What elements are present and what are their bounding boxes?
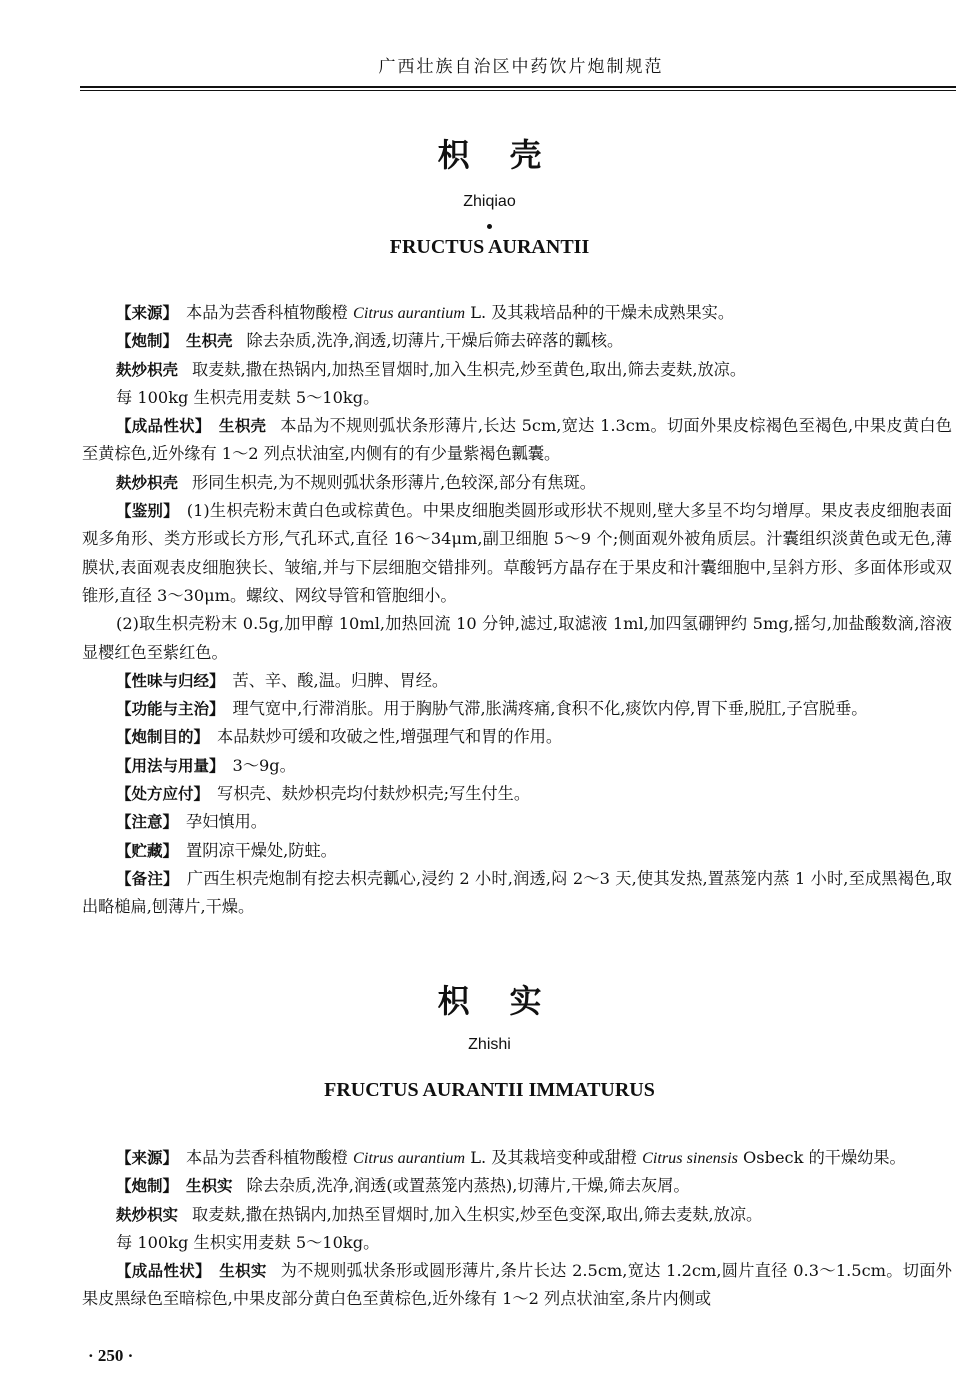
- characteristics-paragraph: 麸炒枳壳 形同生枳壳,为不规则弧状条形薄片,色较深,部分有焦斑。: [116, 472, 596, 492]
- source-paragraph: 【来源】 本品为芸香科植物酸橙 Citrus aurantium L. 及其栽培品种的干燥未成熟果实。: [116, 303, 735, 322]
- identification-paragraph: (2)取生枳壳粉末 0.5g,加甲醇 10ml,加热回流 10 分钟,滤过,取滤液 1ml,加四氢硼钾约 5mg,摇匀,加盐酸数滴,溶液显樱红色至紫红色。: [82, 614, 952, 662]
- subsection-label: 生枳壳: [186, 332, 233, 351]
- processing-paragraph: 麸炒枳实 取麦麸,撒在热锅内,加热至冒烟时,加入生枳实,炒至色变深,取出,筛去麦麸,放凉。: [116, 1204, 763, 1224]
- section-label: 【性味与归经】: [116, 671, 225, 690]
- section-label: 【炮制】: [116, 1177, 179, 1196]
- running-header: 广西壮族自治区中药饮片炮制规范: [378, 57, 664, 77]
- characteristics-paragraph: 【成品性状】 生枳实 为不规则弧状条形或圆形薄片,条片长达 2.5cm,宽达 1.2cm,圆片直径 0.3～1.5cm。切面外果皮黑绿色至暗棕色,中果皮部分黄白色至黄棕色,近外缘有 1～2 列点状油室,条片内侧或: [82, 1261, 952, 1309]
- section-label: 【贮藏】: [116, 841, 179, 860]
- section-label: 【备注】: [116, 869, 179, 888]
- pinyin-zhishi: Zhishi: [468, 1036, 511, 1053]
- usage-paragraph: 【用法与用量】 3～9g。: [116, 755, 296, 775]
- monograph-title-zhiqiao: 枳壳: [437, 136, 582, 174]
- characteristics-paragraph: 【成品性状】 生枳壳 本品为不规则弧状条形薄片,长达 5cm,宽达 1.3cm。切面外果皮棕褐色至褐色,中果皮黄白色至黄棕色,近外缘有 1～2 列点状油室,内侧有的有少量紫褐色瓤囊。: [82, 416, 952, 464]
- monograph-title-zhishi: 枳实: [437, 982, 582, 1020]
- processing-paragraph: 【炮制】 生枳实 除去杂质,洗净,润透(或置蒸笼内蒸热),切薄片,干燥,筛去灰屑。: [116, 1176, 690, 1196]
- separator-dot: [487, 224, 492, 229]
- note-paragraph: 【备注】 广西生枳壳炮制有挖去枳壳瓤心,浸约 2 小时,润透,闷 2～3 天,使其发热,置蒸笼内蒸 1 小时,至成黑褐色,取出略槌扁,刨薄片,干燥。: [82, 868, 952, 917]
- monograph-body-zhiqiao: [82, 299, 952, 922]
- section-label: 【成品性状】: [116, 1262, 211, 1281]
- species-name: Citrus sinensis: [642, 1149, 738, 1167]
- header-rule-thin: [80, 90, 956, 91]
- species-name: Citrus aurantium: [353, 1149, 466, 1167]
- page-number: · 250 ·: [88, 1346, 134, 1365]
- prescription-paragraph: 【处方应付】 写枳壳、麸炒枳壳均付麸炒枳壳;写生付生。: [116, 784, 531, 804]
- section-label: 【处方应付】: [116, 785, 210, 804]
- subsection-label: 麸炒枳实: [116, 1205, 179, 1224]
- section-label: 【炮制】: [116, 332, 179, 351]
- section-label: 【来源】: [116, 304, 179, 322]
- species-name: Citrus aurantium: [353, 304, 466, 322]
- monograph-body-zhishi: [82, 1144, 952, 1314]
- section-label: 【鉴别】: [116, 502, 179, 521]
- processing-amount: 每 100kg 生枳实用麦麸 5～10kg。: [116, 1232, 380, 1252]
- subsection-label: 麸炒枳壳: [116, 473, 179, 492]
- pinyin-zhiqiao: Zhiqiao: [463, 193, 516, 210]
- subsection-label: 生枳实: [218, 1262, 267, 1281]
- latin-name-zhiqiao: FRUCTUS AURANTII: [389, 236, 590, 258]
- processing-paragraph: 麸炒枳壳 取麦麸,撒在热锅内,加热至冒烟时,加入生枳壳,炒至黄色,取出,筛去麦麸,放凉。: [116, 359, 747, 379]
- source-paragraph: 【来源】 本品为芸香科植物酸橙 Citrus aurantium L. 及其栽培变种或甜橙 Citrus sinensis Osbeck 的干燥幼果。: [116, 1148, 906, 1167]
- latin-name-zhishi: FRUCTUS AURANTII IMMATURUS: [324, 1079, 655, 1101]
- section-label: 【来源】: [116, 1149, 179, 1167]
- caution-paragraph: 【注意】 孕妇慎用。: [116, 812, 267, 832]
- header-rule-thick: [80, 86, 956, 88]
- processing-amount: 每 100kg 生枳壳用麦麸 5～10kg。: [116, 387, 380, 407]
- section-label: 【炮制目的】: [116, 728, 210, 747]
- subsection-label: 生枳壳: [218, 417, 267, 436]
- section-label: 【功能与主治】: [116, 700, 225, 719]
- identification-paragraph: 【鉴别】 (1)生枳壳粉末黄白色或棕黄色。中果皮细胞类圆形或形状不规则,壁大多呈不均匀增厚。果皮表皮细胞表面观多角形、类方形或长方形,气孔环式,直径 16～34μm,副卫细胞 5～9 个;侧面观外被角质层。汁囊组织淡黄色或无色,薄膜状,表面观表皮细胞狭长、皱缩,并与下层细胞交错排列。草酸钙方晶存在于果皮和汁囊细胞中,呈斜方形、多面体形或双锥形,直径 3～30μm。螺纹、网纹导管和管胞细小。: [82, 501, 952, 605]
- processing-paragraph: 【炮制】 生枳壳 除去杂质,洗净,润透,切薄片,干燥后筛去碎落的瓤核。: [116, 331, 624, 351]
- section-label: 【注意】: [116, 813, 179, 832]
- subsection-label: 生枳实: [186, 1177, 233, 1196]
- purpose-paragraph: 【炮制目的】 本品麸炒可缓和攻破之性,增强理气和胃的作用。: [116, 727, 563, 747]
- function-paragraph: 【功能与主治】 理气宽中,行滞消胀。用于胸胁气滞,胀满疼痛,食积不化,痰饮内停,胃下垂,脱肛,子宫脱垂。: [116, 699, 868, 719]
- storage-paragraph: 【贮藏】 置阴凉干燥处,防蛀。: [116, 840, 337, 860]
- nature-paragraph: 【性味与归经】 苦、辛、酸,温。归脾、胃经。: [116, 670, 449, 690]
- section-label: 【用法与用量】: [116, 756, 225, 775]
- subsection-label: 麸炒枳壳: [116, 360, 179, 379]
- section-label: 【成品性状】: [116, 417, 211, 436]
